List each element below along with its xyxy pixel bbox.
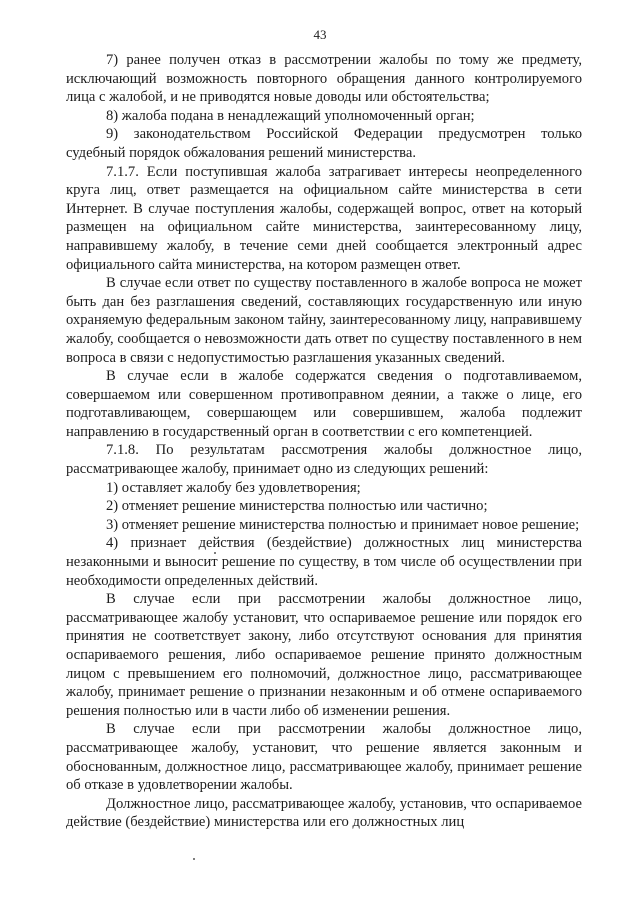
- document-body: [66, 51, 582, 832]
- paragraph-item-8: 8) жалоба подана в ненадлежащий уполномоченный орган;: [106, 107, 475, 124]
- paragraph-official-action: Должностное лицо, рассматривающее жалобу, установив, что оспариваемое действие (бездействие) министерства или его должностных лиц: [66, 795, 582, 831]
- paragraph-unlawful-act: В случае если в жалобе содержатся сведения о подготавливаемом, совершаемом или совершенном противоправном деянии, а также о лице, его подготавливающем, совершающем или совершившем, жалоба подлежит направлению в государственный орган в соответствии с его компетенцией.: [66, 368, 582, 440]
- decision-option-4: 4) признает действия (бездействие) должностных лиц министерства незаконными и выносит решение по существу, в том числе об осуществлении при необходимости определенных действий.: [66, 535, 582, 589]
- scan-speck: [214, 552, 216, 554]
- paragraph-secret-info: В случае если ответ по существу поставленного в жалобе вопроса не может быть дан без разглашения сведений, составляющих государственную или иную охраняемую федеральным законом тайну, заинтересованному лицу, направившему жалобу, сообщается о невозможности дать ответ по существу поставленного в нем вопроса в связи с недопустимостью разглашения указанных сведений.: [66, 275, 582, 366]
- paragraph-item-9: 9) законодательством Российской Федерации предусмотрен только судебный порядок обжалования решений министерства.: [66, 126, 582, 161]
- scan-speck: [193, 858, 195, 860]
- paragraph-7-1-7: 7.1.7. Если поступившая жалоба затрагивает интересы неопределенного круга лиц, ответ размещается на официальном сайте министерства в сети Интернет. В случае поступления жалобы, содержащей вопрос, ответ на который размещен на официальном сайте министерства, заинтересованному лицу, направившему жалобу, в течение семи дней сообщается электронный адрес официального сайта министерства, на котором размещен ответ.: [66, 163, 582, 273]
- page-number: 43: [313, 27, 327, 42]
- paragraph-item-7: 7) ранее получен отказ в рассмотрении жалобы по тому же предмету, исключающий возможность повторного обращения данного контролируемого лица с жалобой, и не приводятся новые доводы или обстоятельства;: [66, 52, 582, 106]
- paragraph-7-1-8: 7.1.8. По результатам рассмотрения жалобы должностное лицо, рассматривающее жалобу, принимает одно из следующих решений:: [66, 442, 582, 478]
- paragraph-unlawful-decision: В случае если при рассмотрении жалобы должностное лицо, рассматривающее жалобу установит, что оспариваемое решение или порядок его принятия не соответствует закону, либо отсутствуют основания для принятия оспариваемого решения, либо оспариваемое решение принято должностным лицом с превышением его полномочий, должностное лицо, рассматривающее жалобу, принимает решение о признании незаконным и об отмене оспариваемого решения полностью или в части либо об изменении решения.: [66, 591, 582, 719]
- paragraph-lawful-decision: В случае если при рассмотрении жалобы должностное лицо, рассматривающее жалобу, установит, что решение является законным и обоснованным, должностное лицо, рассматривающее жалобу, принимает решение об отказе в удовлетворении жалобы.: [66, 721, 582, 794]
- decision-option-3: 3) отменяет решение министерства полностью и принимает новое решение;: [106, 516, 580, 533]
- decision-option-1: 1) оставляет жалобу без удовлетворения;: [106, 479, 361, 496]
- decision-option-2: 2) отменяет решение министерства полностью или частично;: [106, 498, 488, 515]
